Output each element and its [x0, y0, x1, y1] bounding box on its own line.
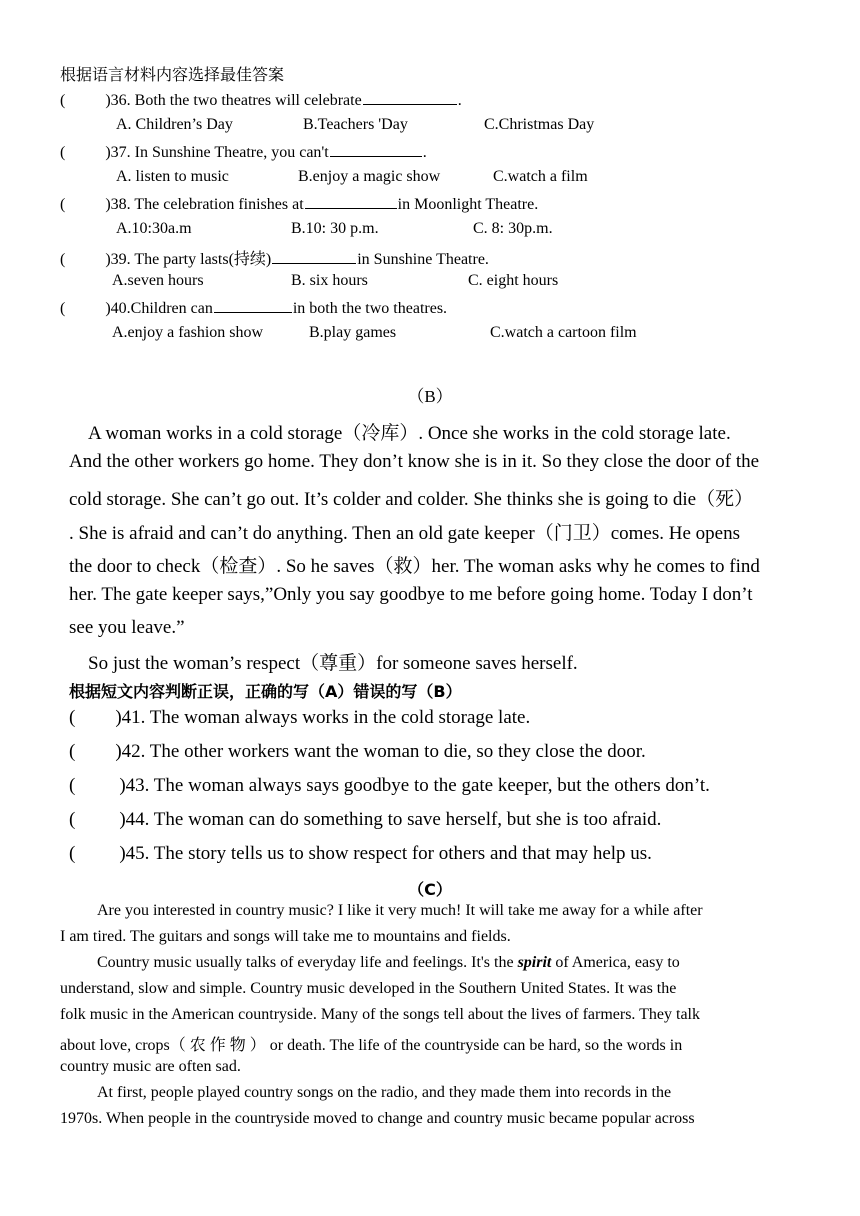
statement-41: ( )41. The woman always works in the cold storage late. [69, 707, 531, 728]
question-39: ( )39. The party lasts(持续) in Sunshine Theatre. [60, 251, 489, 268]
answer-paren[interactable]: ( [60, 92, 66, 109]
question-40: ( )40.Children can in both the two theatres. [60, 300, 448, 317]
question-38: ( )38. The celebration finishes at in Moonlight Theatre. [60, 196, 539, 213]
answer-paren[interactable]: ( [69, 741, 76, 762]
option-36-c: C.Christmas Day [484, 116, 595, 133]
passage-c-line: I am tired. The guitars and songs will take me to mountains and fields. [60, 928, 511, 945]
passage-c-line: At first, people played country songs on the radio, and they made them into records in the [97, 1084, 672, 1101]
answer-paren[interactable]: ( [60, 300, 66, 317]
statement-43: ( )43. The woman always says goodbye to the gate keeper, but the others don’t. [69, 775, 710, 796]
option-39-a: A.seven hours [112, 272, 204, 289]
option-40-b: B.play games [309, 324, 397, 341]
option-38-c: C. 8: 30p.m. [473, 220, 553, 237]
answer-blank [305, 194, 397, 209]
answer-blank [272, 249, 356, 264]
option-39-b: B. six hours [291, 272, 368, 289]
answer-paren[interactable]: ( [69, 809, 76, 830]
part-b-heading: （B） [407, 387, 453, 406]
statement-45: ( )45. The story tells us to show respect for others and that may help us. [69, 843, 652, 864]
option-36-b: B.Teachers 'Day [303, 116, 408, 133]
option-38-b: B.10: 30 p.m. [291, 220, 379, 237]
question-36: ( )36. Both the two theatres will celebrate . [60, 92, 462, 109]
passage-b-line: her. The gate keeper says,”Only you say goodbye to me before going home. Today I don’t [69, 584, 753, 605]
emphasis-spirit: spirit [517, 954, 552, 971]
passage-b-line: So just the woman’s respect（尊重）for someone saves herself. [88, 653, 578, 674]
passage-c-line: Country music usually talks of everyday life and feelings. It's the spirit of America, easy to [97, 954, 680, 971]
part-b-instruction: 根据短文内容判断正误，正确的写（A）错误的写（B） [69, 682, 462, 701]
passage-b-line: . She is afraid and can’t do anything. Then an old gate keeper（门卫）comes. He opens [69, 523, 740, 544]
answer-paren[interactable]: ( [69, 775, 76, 796]
answer-paren[interactable]: ( [60, 196, 66, 213]
passage-c-line: 1970s. When people in the countryside moved to change and country music became popular across [60, 1110, 695, 1127]
part-c-heading: （C） [408, 880, 452, 899]
option-38-a: A.10:30a.m [116, 220, 192, 237]
answer-blank [214, 298, 292, 313]
passage-b-line: A woman works in a cold storage（冷库）. Once she works in the cold storage late. [88, 423, 731, 444]
answer-paren[interactable]: ( [69, 707, 76, 728]
option-40-a: A.enjoy a fashion show [112, 324, 264, 341]
answer-blank [363, 90, 457, 105]
answer-paren[interactable]: ( [69, 843, 76, 864]
passage-c-line: Are you interested in country music? I like it very much! It will take me away for a while after [97, 902, 703, 919]
passage-b-line: cold storage. She can’t go out. It’s colder and colder. She thinks she is going to die（死） [69, 489, 754, 510]
answer-blank [330, 142, 422, 157]
passage-c-line: about love, crops（ 农 作 物 ） or death. The life of the countryside can be hard, so the words in [60, 1037, 683, 1054]
option-39-c: C. eight hours [468, 272, 559, 289]
passage-b-line: the door to check（检查）. So he saves（救）her. The woman asks why he comes to find [69, 556, 760, 577]
option-37-b: B.enjoy a magic show [298, 168, 441, 185]
passage-c-line: understand, slow and simple. Country music developed in the Southern United States. It was the [60, 980, 677, 997]
statement-44: ( )44. The woman can do something to save herself, but she is too afraid. [69, 809, 662, 830]
answer-paren[interactable]: ( [60, 251, 66, 268]
passage-b-line: see you leave.” [69, 617, 185, 638]
option-37-a: A. listen to music [116, 168, 229, 185]
statement-42: ( )42. The other workers want the woman to die, so they close the door. [69, 741, 646, 762]
question-37: ( )37. In Sunshine Theatre, you can't . [60, 144, 427, 161]
option-36-a: A. Children’s Day [116, 116, 233, 133]
option-40-c: C.watch a cartoon film [490, 324, 637, 341]
passage-b-line: And the other workers go home. They don’t know she is in it. So they close the door of the [69, 451, 760, 472]
part-a-instruction: 根据语言材料内容选择最佳答案 [60, 67, 285, 84]
passage-c-line: folk music in the American countryside. Many of the songs tell about the lives of farmers. They talk [60, 1006, 700, 1023]
answer-paren[interactable]: ( [60, 144, 66, 161]
passage-c-line: country music are often sad. [60, 1058, 241, 1075]
option-37-c: C.watch a film [493, 168, 588, 185]
